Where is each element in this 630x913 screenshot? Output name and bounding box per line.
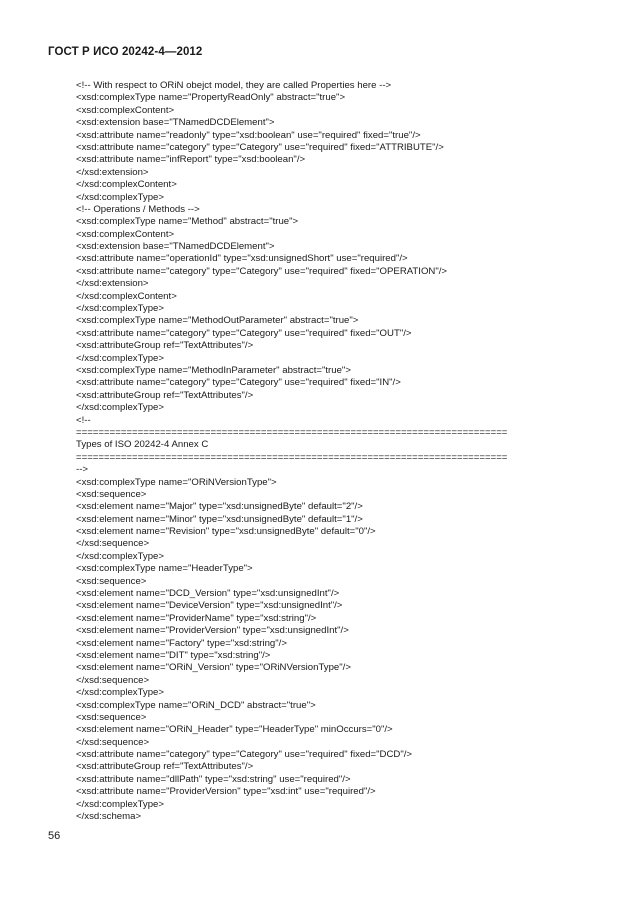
- code-line: </xsd:complexType>: [76, 550, 164, 562]
- code-line: </xsd:complexType>: [76, 352, 164, 364]
- code-line: <xsd:attribute name="category" type="Category" use="required" fixed="ATTRIBUTE"/>: [76, 141, 444, 153]
- code-line: </xsd:sequence>: [76, 538, 150, 550]
- code-line: <xsd:extension base="TNamedDCDElement">: [76, 241, 275, 253]
- code-line: <xsd:element name="DeviceVersion" type="xsd:unsignedInt"/>: [76, 600, 343, 612]
- code-line: <xsd:complexType name="Method" abstract="true">: [76, 216, 299, 228]
- code-line: </xsd:complexContent>: [76, 179, 177, 191]
- code-line: <xsd:complexType name="ORiN_DCD" abstract="true">: [76, 699, 316, 711]
- code-line: <xsd:complexType name="MethodOutParameter" abstract="true">: [76, 315, 359, 327]
- code-line: </xsd:complexType>: [76, 191, 164, 203]
- code-line: <xsd:sequence>: [76, 488, 147, 500]
- code-line: </xsd:complexType>: [76, 402, 164, 414]
- code-line: </xsd:sequence>: [76, 674, 150, 686]
- code-line: <xsd:attribute name="ProviderVersion" type="xsd:int" use="required"/>: [76, 786, 376, 798]
- code-line: <xsd:element name="DCD_Version" type="xsd:unsignedInt"/>: [76, 588, 340, 600]
- code-line: <xsd:element name="Major" type="xsd:unsignedByte" default="2"/>: [76, 501, 363, 513]
- code-line: </xsd:schema>: [76, 811, 142, 823]
- code-line: =============================================================================: [76, 451, 508, 463]
- code-line: <xsd:attribute name="category" type="Category" use="required" fixed="OPERATION"/>: [76, 265, 448, 277]
- code-line: <!-- With respect to ORiN obejct model, they are called Properties here -->: [76, 80, 392, 91]
- document-header: ГОСТ Р ИСО 20242-4—2012: [48, 46, 203, 58]
- code-line: <!-- Operations / Methods -->: [76, 203, 200, 215]
- code-line: </xsd:sequence>: [76, 736, 150, 748]
- code-line: <xsd:attribute name="category" type="Category" use="required" fixed="DCD"/>: [76, 749, 413, 761]
- code-line: <xsd:element name="ProviderVersion" type="xsd:unsignedInt"/>: [76, 625, 349, 637]
- code-line: <xsd:attributeGroup ref="TextAttributes"/>: [76, 340, 254, 352]
- code-line: <xsd:complexType name="ORiNVersionType">: [76, 476, 277, 488]
- code-line: <xsd:attributeGroup ref="TextAttributes"/>: [76, 761, 254, 773]
- code-line: <xsd:element name="ORiN_Version" type="ORiNVersionType"/>: [76, 662, 351, 674]
- code-line: <xsd:attribute name="readonly" type="xsd:boolean" use="required" fixed="true"/>: [76, 129, 421, 141]
- xsd-code-listing: [76, 80, 516, 823]
- code-line: </xsd:complexType>: [76, 687, 164, 699]
- code-line: <xsd:complexType name="HeaderType">: [76, 563, 253, 575]
- code-line: <xsd:complexType name="MethodInParameter" abstract="true">: [76, 364, 351, 376]
- code-line: <xsd:complexContent>: [76, 104, 175, 116]
- code-line: <xsd:attribute name="category" type="Category" use="required" fixed="OUT"/>: [76, 327, 412, 339]
- code-line: <xsd:element name="ORiN_Header" type="HeaderType" minOccurs="0"/>: [76, 724, 393, 736]
- code-line: <xsd:element name="Revision" type="xsd:unsignedByte" default="0"/>: [76, 526, 376, 538]
- code-line: -->: [76, 464, 88, 476]
- code-line: </xsd:complexContent>: [76, 290, 177, 302]
- code-line: <xsd:attributeGroup ref="TextAttributes"/>: [76, 389, 254, 401]
- code-line: </xsd:extension>: [76, 278, 149, 290]
- code-line: <xsd:element name="ProviderName" type="xsd:string"/>: [76, 612, 317, 624]
- code-line: <xsd:complexContent>: [76, 228, 175, 240]
- code-line: <xsd:element name="Factory" type="xsd:string"/>: [76, 637, 287, 649]
- code-line: =============================================================================: [76, 426, 508, 438]
- code-line: <xsd:attribute name="category" type="Category" use="required" fixed="IN"/>: [76, 377, 401, 389]
- code-line: <!--: [76, 414, 91, 426]
- code-line: <xsd:element name="Minor" type="xsd:unsignedByte" default="1"/>: [76, 513, 363, 525]
- code-line: <xsd:attribute name="infReport" type="xsd:boolean"/>: [76, 154, 306, 166]
- code-line: </xsd:extension>: [76, 166, 149, 178]
- code-line: </xsd:complexType>: [76, 798, 164, 810]
- code-line: <xsd:element name="DIT" type="xsd:string"/>: [76, 649, 271, 661]
- code-line: <xsd:attribute name="operationId" type="xsd:unsignedShort" use="required"/>: [76, 253, 408, 265]
- code-line: <xsd:attribute name="dllPath" type="xsd:string" use="required"/>: [76, 773, 351, 785]
- code-line: <xsd:complexType name="PropertyReadOnly" abstract="true">: [76, 92, 346, 104]
- code-line: </xsd:complexType>: [76, 303, 164, 315]
- code-line: Types of ISO 20242-4 Annex C: [76, 439, 209, 451]
- page-number: 56: [48, 830, 61, 842]
- code-line: <xsd:extension base="TNamedDCDElement">: [76, 117, 275, 129]
- code-line: <xsd:sequence>: [76, 575, 147, 587]
- code-line: <xsd:sequence>: [76, 711, 147, 723]
